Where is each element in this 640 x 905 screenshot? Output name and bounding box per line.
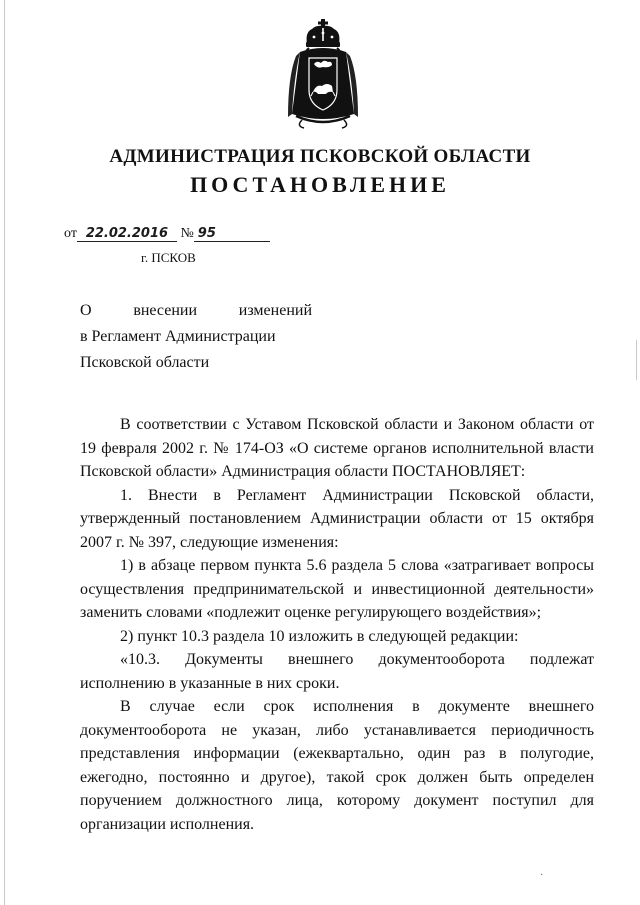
body-paragraph: 1. Внести в Регламент Администрации Псковской области, утвержденный постановлением Администрации области от 15 октября 2007 г. № 397, следующие изменения:	[80, 486, 594, 551]
city-label: г. ПСКОВ	[141, 250, 196, 265]
scan-edge-right	[636, 340, 637, 380]
subject-line-3: Псковской области	[80, 354, 210, 371]
number-field	[194, 226, 270, 242]
date-value: 22.02.2016	[85, 226, 169, 241]
document-subject	[80, 298, 312, 376]
body-paragraph: «10.3. Документы внешнего документооборота подлежат исполнению в указанные в них сроки.	[80, 651, 594, 692]
registration-line	[64, 226, 270, 242]
pskov-region-coat-of-arms-icon	[282, 18, 364, 130]
scan-edge-left	[4, 0, 5, 905]
scan-dot: ·	[540, 870, 544, 881]
subject-word: О	[80, 302, 92, 319]
document-type-heading: ПОСТАНОВЛЕНИЕ	[190, 172, 450, 197]
number-value: 95	[197, 226, 216, 241]
document-body	[80, 413, 594, 836]
subject-line-2: в Регламент Администрации	[80, 328, 276, 345]
subject-word: внесении	[133, 302, 198, 319]
subject-word: изменений	[238, 302, 312, 319]
number-prefix: №	[180, 226, 194, 241]
date-prefix: от	[64, 226, 77, 241]
subject-line-1	[80, 298, 312, 324]
organization-heading: АДМИНИСТРАЦИЯ ПСКОВСКОЙ ОБЛАСТИ	[109, 146, 531, 167]
body-paragraph: 2) пункт 10.3 раздела 10 изложить в следующей редакции:	[120, 627, 519, 645]
date-field	[77, 226, 177, 242]
body-paragraph: В соответствии с Уставом Псковской области и Законом области от 19 февраля 2002 г. № 174-ОЗ «О системе органов исполнительной власти Псковской области» Администрация области ПОСТАНОВЛЯЕТ:	[80, 416, 594, 480]
body-paragraph: В случае если срок исполнения в документе внешнего документооборота не указан, либо устанавливается периодичность представления информации (ежеквартально, один раз в полугодие, ежегодно, постоянно и другое), такой срок должен быть определен поручением должностного лица, которому документ поступил для организации исполнения.	[80, 698, 594, 833]
body-paragraph: 1) в абзаце первом пункта 5.6 раздела 5 слова «затрагивает вопросы осуществления предпринимательской и инвестиционной деятельности» заменить словами «подлежит оценке регулирующего воздействия»;	[80, 557, 594, 621]
